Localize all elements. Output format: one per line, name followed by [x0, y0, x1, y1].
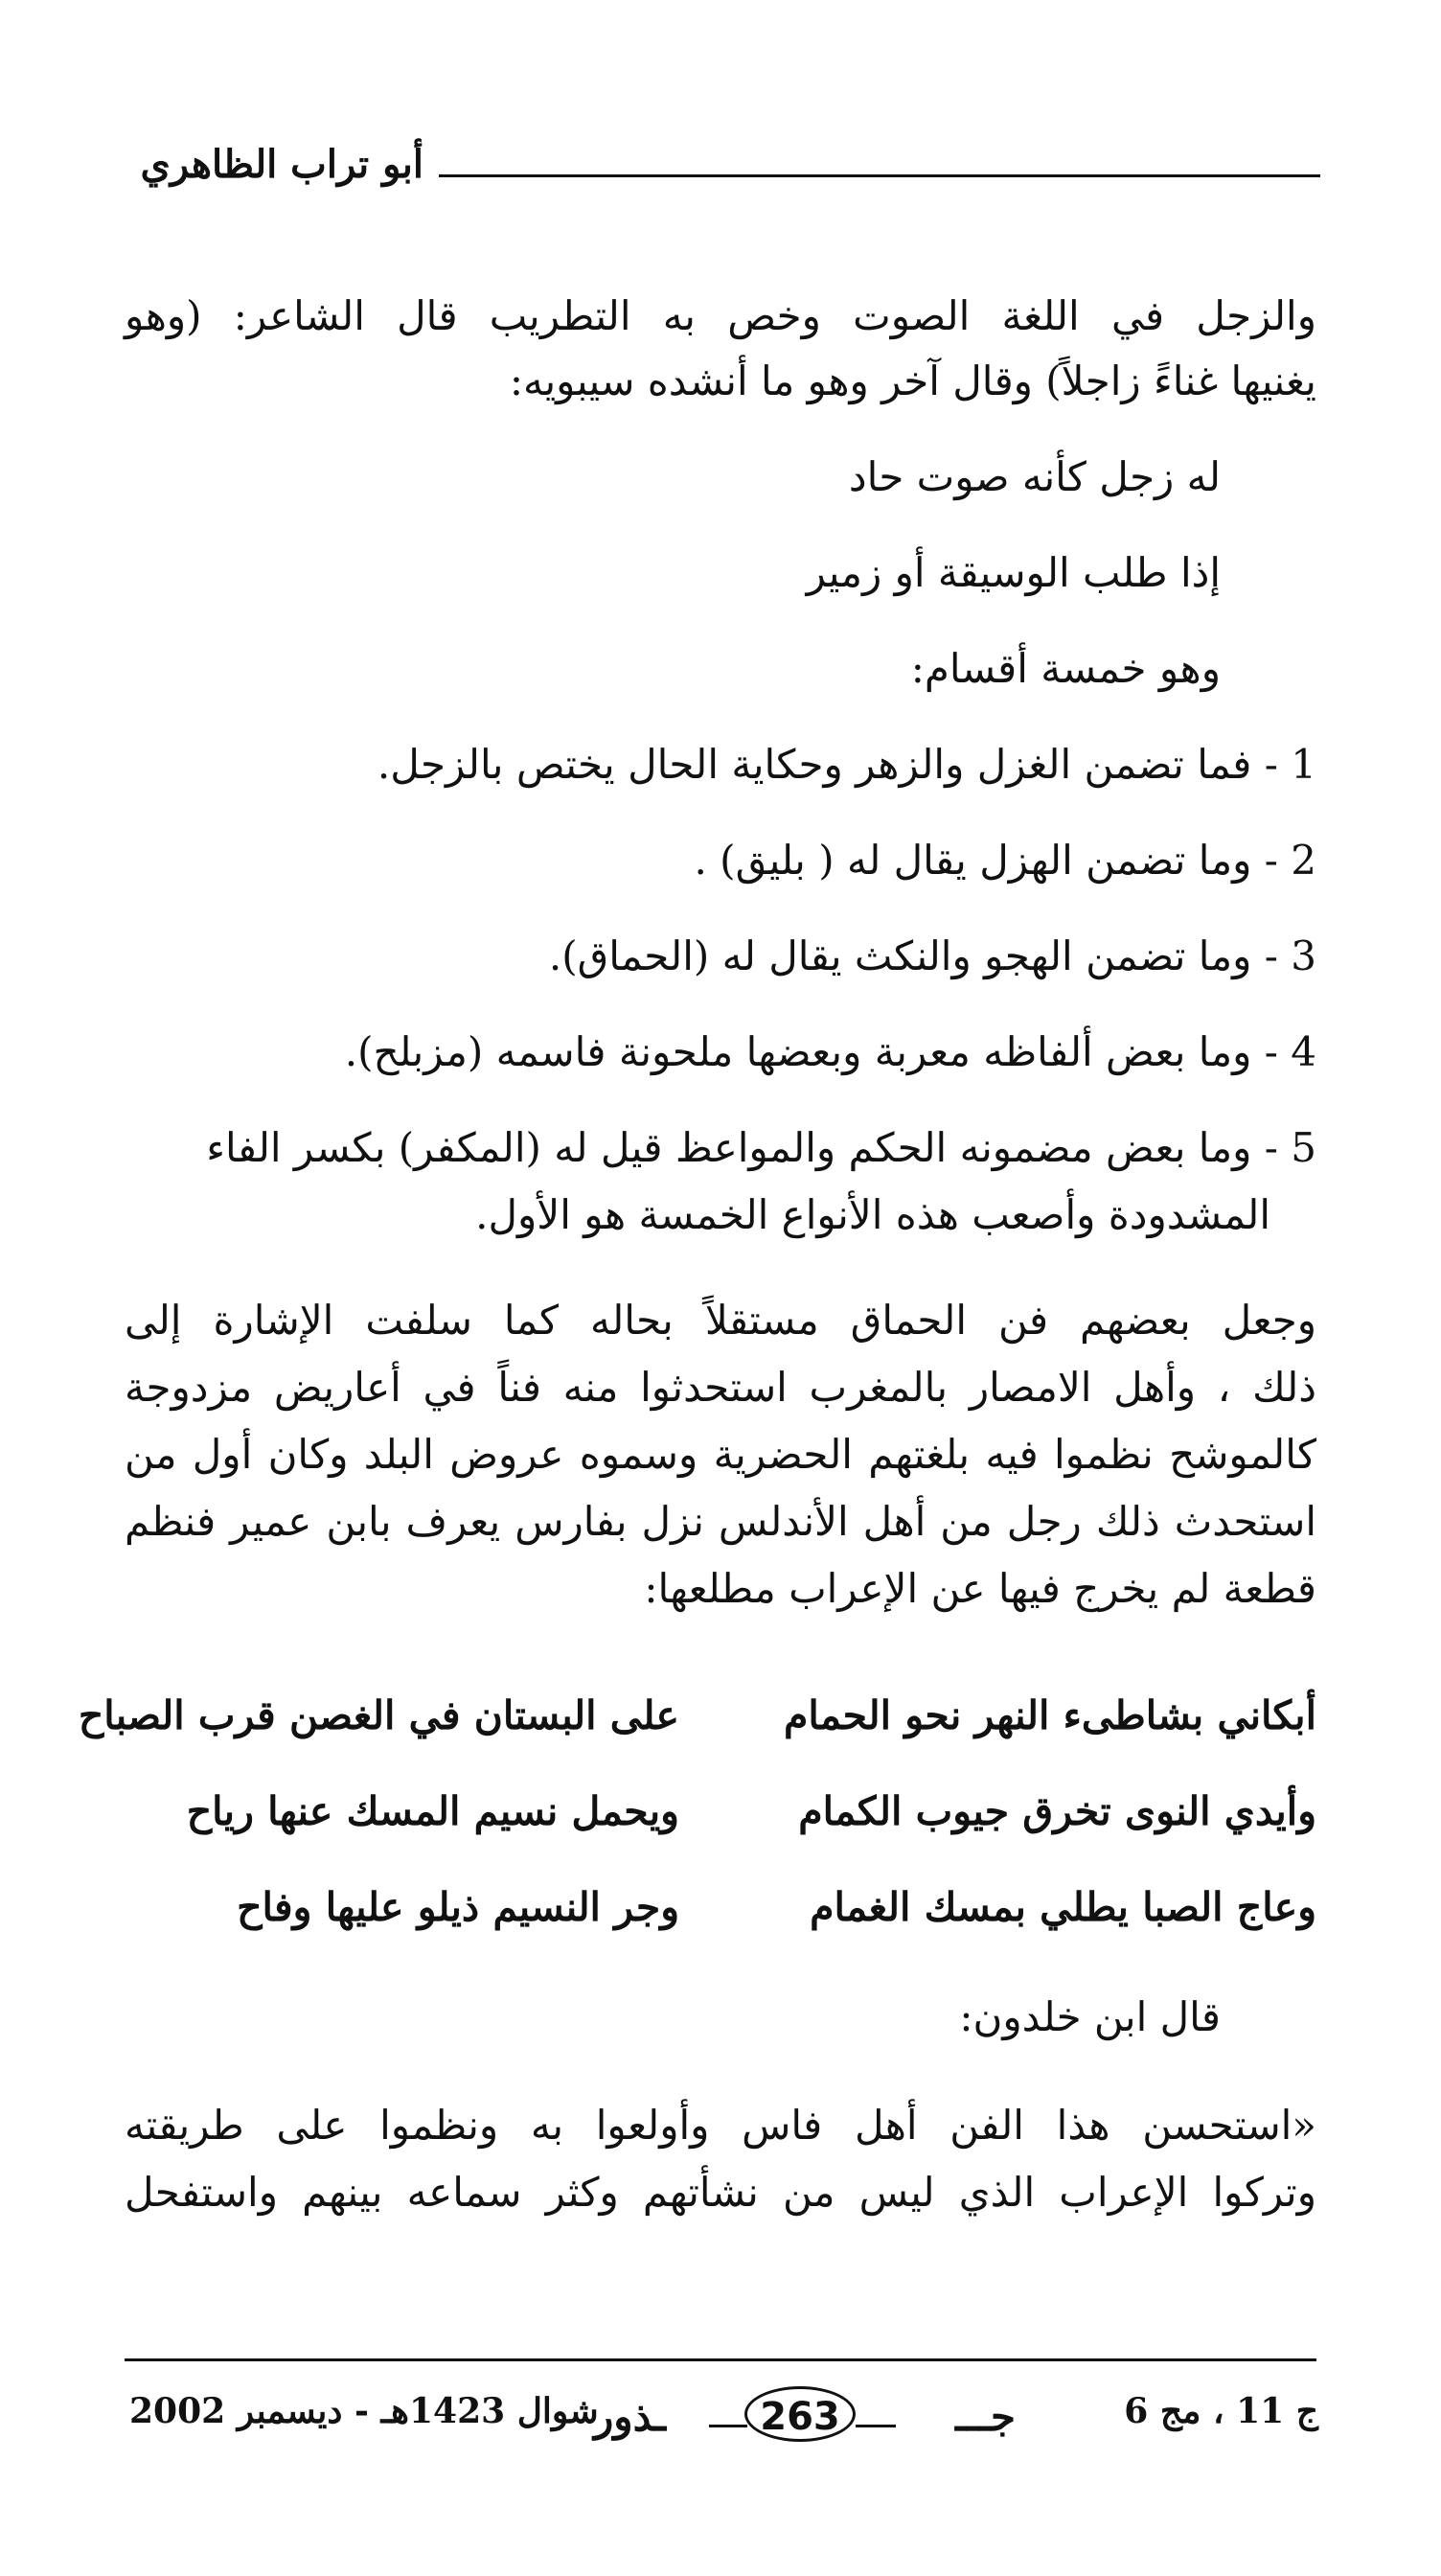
logo-stroke [856, 2425, 896, 2427]
section-intro: وهو خمسة أقسام: [910, 645, 1221, 692]
verse-second-hemistich: ويحمل نسيم المسك عنها رياح [186, 1788, 679, 1834]
list-item: 5 - وما بعض مضمونه الحكم والمواعظ قيل له (المكفر) بكسر الفاء [206, 1124, 1316, 1171]
attribution: قال ابن خلدون: [959, 1993, 1221, 2040]
paragraph-line: وتركوا الإعراب الذي ليس من نشأتهم وكثر سماعه بينهم واستفحل [125, 2169, 1316, 2216]
footer-date: شوال 1423هـ - ديسمبر 2002 [129, 2391, 599, 2431]
paragraph-line: استحدث ذلك رجل من أهل الأندلس نزل بفارس يعرف بابن عمير فنظم [125, 1498, 1316, 1545]
paragraph-line: يغنيها غناءً زاجلاً) وقال آخر وهو ما أنشده سيبويه: [509, 357, 1316, 404]
paragraph-line: كالموشح نظموا فيه بلغتهم الحضرية وسموه عروض البلد وكان أول من [125, 1431, 1316, 1478]
journal-name-part: ـذور [594, 2393, 666, 2440]
journal-name-logo [594, 2384, 1016, 2451]
list-item: 3 - وما تضمن الهجو والنكث يقال له (الحماق). [548, 932, 1316, 979]
paragraph-line: والزجل في اللغة الصوت وخص به التطريب قال الشاعر: (وهو [125, 292, 1316, 339]
verse-first-hemistich: أبكاني بشاطىء النهر نحو الحمام [784, 1692, 1316, 1738]
verse-first-hemistich: وأيدي النوى تخرق جيوب الكمام [798, 1788, 1316, 1834]
footer-volume: ج 11 ، مج 6 [1124, 2391, 1318, 2431]
list-item: 4 - وما بعض ألفاظه معربة وبعضها ملحونة فاسمه (مزبلح). [344, 1028, 1316, 1075]
paragraph-line: ذلك ، وأهل الامصار بالمغرب استحدثوا منه فناً في أعاريض مزدوجة [125, 1364, 1316, 1411]
verse-second-hemistich: وجر النسيم ذيلو عليها وفاح [237, 1884, 679, 1930]
header-rule [439, 174, 1320, 177]
page-number: 263 [744, 2386, 856, 2442]
journal-name-part: جـــ [955, 2393, 1016, 2440]
logo-stroke [709, 2425, 747, 2427]
list-item: 1 - فما تضمن الغزل والزهر وحكاية الحال يختص بالزجل. [377, 741, 1316, 788]
verse-second-hemistich: على البستان في الغصن قرب الصباح [78, 1692, 679, 1738]
running-header-author: أبو تراب الظاهري [140, 142, 423, 187]
paragraph-line: قطعة لم يخرج فيها عن الإعراب مطلعها: [644, 1565, 1316, 1612]
verse-first-hemistich: وعاج الصبا يطلي بمسك الغمام [810, 1884, 1316, 1930]
quoted-verse-line: له زجل كأنه صوت حاد [848, 453, 1221, 500]
footer-rule [125, 2358, 1316, 2361]
quoted-verse-line: إذا طلب الوسيقة أو زمير [806, 549, 1221, 596]
paragraph-line: وجعل بعضهم فن الحماق مستقلاً بحاله كما سلفت الإشارة إلى [125, 1297, 1316, 1344]
list-item-continuation: المشدودة وأصعب هذه الأنواع الخمسة هو الأول. [475, 1191, 1270, 1238]
paragraph-line: «استحسن هذا الفن أهل فاس وأولعوا به ونظموا على طريقته [125, 2102, 1316, 2149]
list-item: 2 - وما تضمن الهزل يقال له ( بليق) . [694, 837, 1316, 884]
